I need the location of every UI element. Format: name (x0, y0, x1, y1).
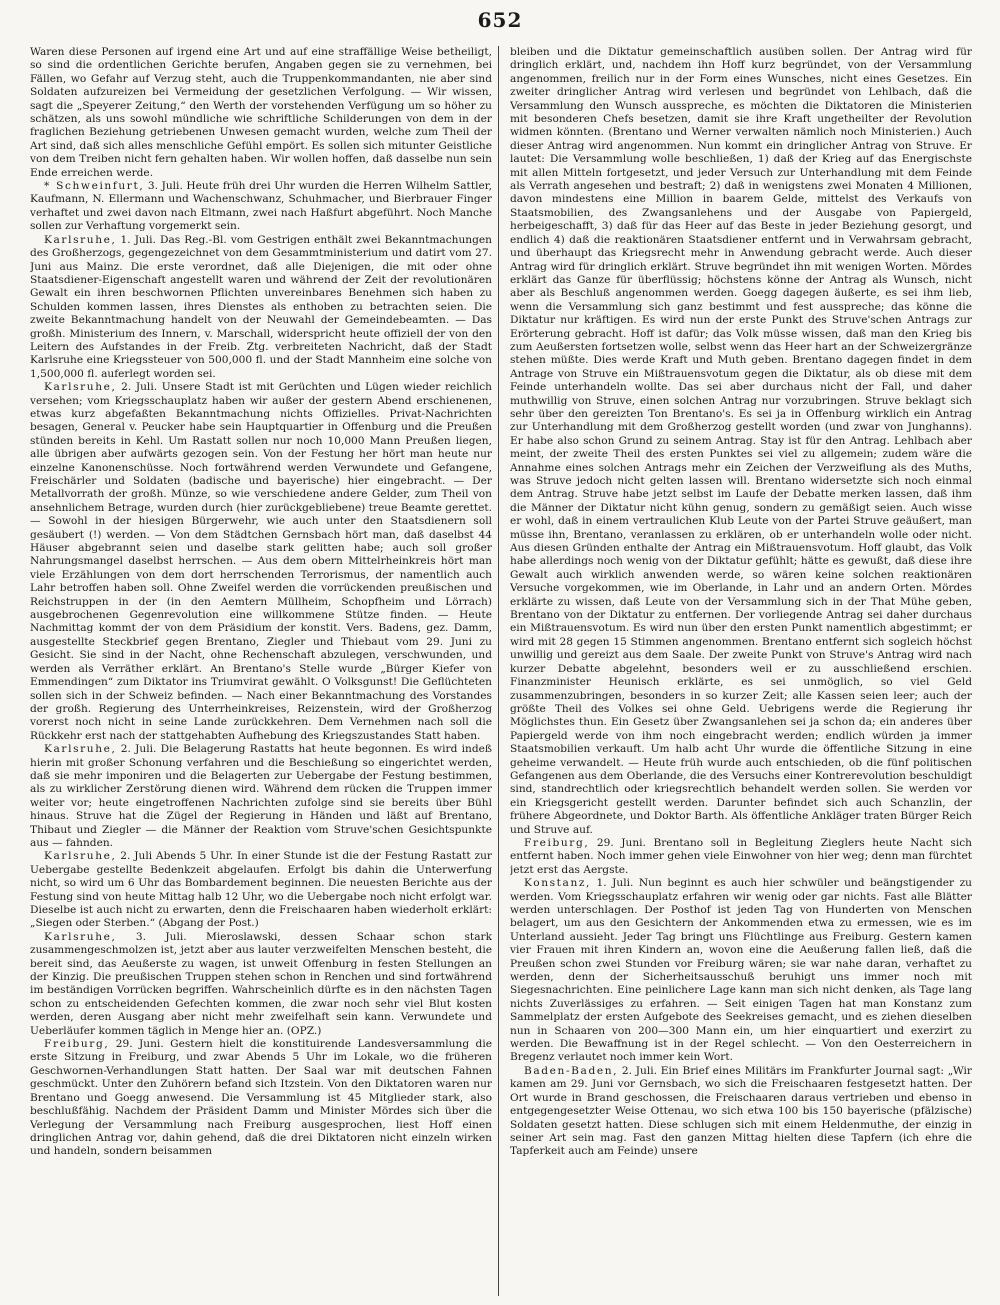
article-paragraph: bleiben und die Diktatur gemeinschaftlich ausüben sollen. Der Antrag wird für dringlich erklärt, und, nachdem ihn Hoff kurz begründet, von der Versammlung angenommen, freilich nur in der Form eines Wunsches, nicht eines Gesetzes. Ein zweiter dringlicher Antrag wird verlesen und begründet von Lehlbach, daß die Versammlung den Wunsch ausspreche, es möchten die Diktatoren die Ministerien mit besonderen Chefs besetzen, damit sie ihre Kraft ungetheilter der Revolution widmen könnten. (Brentano und Werner verwalten nämlich noch Ministerien.) Auch dieser Antrag wird angenommen. Nun kommt ein dringlicher Antrag von Struve. Er lautet: Die Versammlung wolle beschließen, 1) daß der Krieg auf das Energischste mit allen Mitteln fortgesetzt, und jeder Versuch zur Unterhandlung mit dem Feinde als Verrath angesehen und bestraft; 2) daß in wenigstens zwei Monaten 4 Millionen, davon mindestens eine Million in baarem Gelde, mittelst des Verkaufs von Staatsmobilien, des Zwangsanlehens und der Ausgabe von Papiergeld, herbeigeschafft, 3) daß für das Heer auf das Beste in jeder Beziehung gesorgt, und endlich 4) daß die reaktionären Staatsdiener entfernt und in Verwahrsam gebracht, und überhaupt das Kriegsrecht mehr in Anwendung gebracht werde. Auch dieser Antrag wird für dringlich erklärt. Struve begründet ihn mit wenigen Worten. Mördes erklärt das Ganze für überflüssig; höchstens könne der Antrag als Wunsch, nicht aber als Beschluß angenommen werden. Goegg dagegen äußerte, es sei ihm lieb, wenn die Versammlung sich ganz bestimmt und fest ausspreche; das könne die Diktatur nur kräftigen. Es wird nun der erste Punkt des Struve'schen Antrags zur Erörterung gebracht. Hoff ist dafür; das Volk müsse wissen, daß man den Krieg bis zum Aeußersten fortsetzen wolle, selbst wenn das Heer hart an der Schweizergränze stehen müßte. Dies werde Kraft und Muth geben. Brentano dagegen findet in dem Antrage von Struve ein Mißtrauensvotum gegen die Diktatur, als ob diese mit dem Feinde unterhandeln wollte. Das sei aber durchaus nicht der Fall, und daher muthwillig von Struve, einen solchen Antrag nur vorzubringen. Struve beklagt sich sehr über den gereizten Ton Brentano's. Es sei ja in Offenburg wirklich ein Antrag zur Unterhandlung mit dem Großherzog gestellt worden (und zwar von Junghanns). Er habe also schon Grund zu seinem Antrag. Stay ist für den Antrag. Lehlbach aber meint, der zweite Theil des ersten Punktes sei viel zu allgemein; zudem wäre die Annahme eines solchen Antrags mehr ein Zeichen der Verzweiflung als des Muths, was Struve jedoch nicht gelten lassen will. Brentano widersetzte sich noch einmal dem Antrag. Struve habe jetzt selbst im Laufe der Debatte merken lassen, daß ihm die Männer der Diktatur nicht kühn genug, sondern zu gemäßigt seien. Auch wisse er wohl, daß in einem vertraulichen Klub Leute von der Partei Struve geäußert, man müsse ihn, Brentano, veranlassen zu erklären, ob er unterhandeln wolle oder nicht. Aus diesen Gründen enthalte der Antrag ein Mißtrauensvotum. Hoff glaubt, das Volk habe allerdings noch wenig von der Diktatur gefühlt; hätte es gewußt, daß diese ihre Gewalt auch wirklich anwenden werde, so wären keine solchen reaktionären Versuche vorgekommen, wie im Oberlande, in Lahr und an andern Orten. Mördes erklärte zu wissen, daß Leute von der Versammlung sich in der That Mühe geben, Brentano von der Diktatur zu entfernen. Der vorliegende Antrag sei daher durchaus ein Mißtrauensvotum. Es wird nun über den ersten Punkt namentlich abgestimmt; er wird mit 28 gegen 15 Stimmen angenommen. Brentano entfernt sich sogleich höchst unwillig und gereizt aus dem Saale. Der zweite Punkt von Struve's Antrag wird nach kurzer Debatte abgelehnt, besonders weil er zu ausschließend erschien. Finanzminister Heunisch erklärte, es sei unmöglich, so viel Geld zusammenzubringen, besonders in so kurzer Zeit; alle Kassen seien leer; auch der größte Theil des Volkes sei ohne Geld. Uebrigens werde die Regierung ihr Möglichstes thun. Ein Gesetz über Zwangsanlehen sei ja schon da; ein anderes über Papiergeld werde von ihm noch eingebracht werden; endlich würden ja immer Staatsmobilien verkauft. Um halb acht Uhr wurde die öffentliche Sitzung in eine geheime verwandelt. — Heute früh wurde auch entschieden, ob die fünf politischen Gefangenen aus dem Oberlande, die des Versuchs einer Kontrerevolution beschuldigt sind, standrechtlich oder kriegsrechtlich behandelt werden sollen. Sie werden vor ein Kriegsgericht gestellt werden. Darunter befindet sich auch Schanzlin, der frühere Abgeordnete, und Doktor Barth. Als öffentliche Ankläger traten Bürger Reich und Struve auf. (510, 46, 972, 836)
dateline: Karlsruhe, (44, 930, 117, 943)
article-paragraph: Karlsruhe, 2. Juli. Die Belagerung Rastatts hat heute begonnen. Es wird indeß hierin mit großer Schonung verfahren und die Beschießung so eingerichtet werden, daß sie mehr imponiren und die Belagerten zur Uebergabe der Festung bestimmen, als zu wirklicher Zerstörung dienen wird. Während dem rücken die Truppen immer weiter vor; heute eingetroffenen Nachrichten zufolge sind sie bereits über Bühl hinaus. Struve hat die Zügel der Regierung in Händen und läßt auf Brentano, Thibaut und Ziegler — die Männer der Reaktion vom Struve'schen Gesichtspunkte aus — fahnden. (30, 743, 492, 849)
dateline: Karlsruhe, (44, 233, 117, 246)
dateline: Freiburg, (524, 836, 590, 849)
article-paragraph: Konstanz, 1. Juli. Nun beginnt es auch hier schwüler und beängstigender zu werden. Vom Kriegsschauplatz erfahren wir wenig oder gar nichts. Fast alle Blätter werden unterschlagen. Der Posthof ist jeden Tag von Hunderten von Menschen belagert, um aus den Gesichtern der Ankommenden etwa zu ermessen, wie es im Unterland aussieht. Jeder Tag bringt uns Flüchtlinge aus Freiburg. Gestern kamen vier Frauen mit ihren Kindern an, wovon eine die Aeußerung fallen ließ, daß die Preußen schon zwei Stunden vor Freiburg wären; sie war nahe daran, verhaftet zu werden, denn der Sicherheitsausschuß beruhigt uns immer noch mit Siegesnachrichten. Eine peinlichere Lage kann man sich nicht denken, als Tage lang nichts Zuverlässiges zu erfahren. — Seit einigen Tagen hat man Konstanz zum Sammelplatz der ersten Aufgebote des Seekreises gemacht, und es ziehen dieselben nun in Schaaren von 200—300 Mann ein, um hier einquartiert und exerzirt zu werden. Die Bewaffnung ist in der Regel schlecht. — Von den Oesterreichern in Bregenz verlautet noch immer kein Wort. (510, 877, 972, 1064)
article-paragraph: Waren diese Personen auf irgend eine Art und auf eine straffällige Weise betheiligt, so sind die ordentlichen Gerichte berufen, Angaben gegen sie zu vernehmen, bei Fällen, wo Gefahr auf Verzug steht, auch die Truppenkommandanten, nie aber sind Soldaten aufzureizen bei Vermeidung der gesetzlichen Verfolgung. — Wir wissen, sagt die „Speyerer Zeitung,“ den Werth der vorstehenden Verfügung um so höher zu schätzen, als uns sowohl mündliche wie schriftliche Schilderungen von dem in der fraglichen Beziehung getriebenen Unwesen gemacht wurden, welche zum Theil der Art sind, daß sich alles menschliche Gefühl empört. Es sollen sich mitunter Geistliche von dem Treiben nicht fern gehalten haben. Wir wollen hoffen, daß dasselbe nun sein Ende erreichen werde. (30, 46, 492, 179)
right-column (510, 46, 972, 1296)
left-column (30, 46, 492, 1296)
dateline: Baden-Baden, (524, 1064, 619, 1077)
dateline: Karlsruhe, (44, 381, 117, 394)
article-paragraph: Karlsruhe, 3. Juli. Mieroslawski, dessen Schaar schon stark zusammengeschmolzen ist, jetzt aber aus lauter verzweifelten Menschen besteht, die bereit sind, das Aeußerste zu wagen, ist unweit Offenburg in festen Stellungen an der Kinzig. Die preußischen Truppen stehen schon in Renchen und sind fortwährend im beständigen Vorrücken begriffen. Wahrscheinlich dürfte es in den nächsten Tagen schon zu entscheidenden Gefechten kommen, die zwar noch sehr viel Blut kosten werden, deren Ausgang aber nicht mehr zweifelhaft sein kann. Verwundete und Ueberläufer kommen täglich in Menge hier an. (OPZ.) (30, 930, 492, 1037)
page-number: 652 (477, 8, 523, 32)
article-paragraph: Karlsruhe, 2. Juli Abends 5 Uhr. In einer Stunde ist die der Festung Rastatt zur Uebergabe gestellte Bedenkzeit abgelaufen. Erfolgt bis dahin die Unterwerfung nicht, so wird um 6 Uhr das Bombardement beginnen. Die neuesten Berichte aus der Festung sind von heute Mittag halb 12 Uhr, wo die Uebergabe noch nicht erfolgt war. Dieselbe ist auch nicht zu erwarten, denn die Freischaaren haben wiederholt erklärt: „Siegen oder Sterben.“ (Abgang der Post.) (30, 850, 492, 930)
article-paragraph: Baden-Baden, 2. Juli. Ein Brief eines Militärs im Frankfurter Journal sagt: „Wir kamen am 29. Juni vor Gernsbach, wo sich die Freischaaren festgesetzt hatten. Der Ort wurde in Brand geschossen, die Freischaaren daraus vertrieben und ebenso in entgegengesetzter Weise Ottenau, wo sich etwa 100 bis 150 bayerische (pfälzische) Soldaten gesetzt hatten. Diese schlugen sich mit einem Heldenmuthe, der einzig in seiner Art sein mag. Fast den ganzen Mittag hielten diese Tapfern (ich ehre die Tapferkeit auch am Feinde) unsere (510, 1064, 972, 1158)
dateline: * Schweinfurt, (44, 180, 145, 193)
dateline: Karlsruhe, (44, 850, 117, 863)
article-paragraph: Freiburg, 29. Juni. Brentano soll in Begleitung Zieglers heute Nacht sich entfernt haben. Noch immer gehen viele Einwohner von hier weg; denn man fürchtet jetzt erst das Aergste. (510, 836, 972, 876)
article-paragraph: Karlsruhe, 2. Juli. Unsere Stadt ist mit Gerüchten und Lügen wieder reichlich versehen; vom Kriegsschauplatz haben wir außer der gestern Abend erschienenen, etwas kurz abgefaßten Bekanntmachung nichts Offizielles. Privat-Nachrichten besagen, General v. Peucker habe sein Hauptquartier in Offenburg und die Preußen stünden bereits in Kehl. Um Rastatt sollen nur noch 10,000 Mann Preußen liegen, alle übrigen aber aufwärts gezogen sein. Von der Festung her hört man heute nur einzelne Kanonenschüsse. Noch fortwährend werden Verwundete und Gefangene, Freischärler und Soldaten (badische und bayerische) hier eingebracht. — Der Metallvorrath der großh. Münze, so wie verschiedene andere Gelder, zum Theil von ansehnlichem Betrage, wurden durch (hier zurückgebliebene) treue Beamte gerettet. — Sowohl in der hiesigen Bürgerwehr, wie auch unter den Staatsdienern soll gesäubert (!) werden. — Von dem Städtchen Gernsbach hört man, daß daselbst 44 Häuser abgebrannt seien und daselbe stark gelitten habe; auch soll großer Nahrungsmangel daselbst herrschen. — Aus dem obern Mittelrheinkreis hört man viele Erzählungen von dem dort herrschenden Terrorismus, der namentlich auch Lahr betroffen haben soll. Ohne Zweifel werden die vorrückenden preußischen und Reichstruppen in der (in den Aemtern Müllheim, Schopfheim und Lörrach) ausgebrochenen Gegenrevolution eine willkommene Stütze finden. — Heute Nachmittag kommt der von dem Präsidium der konstit. Vers. Badens, gez. Damm, ausgestellte Steckbrief gegen Brentano, Ziegler und Thiebaut vom 29. Juni zu Gesicht. Sie sind in der Nacht, ohne Rechenschaft abzulegen, verschwunden, und werden als Verräther erklärt. An Brentano's Stelle wurde „Bürger Kiefer von Emmendingen“ zum Diktator ins Triumvirat gewählt. O Volksgunst! Die Geflüchteten sollen sich in der Schweiz befinden. — Nach einer Bekanntmachung des Vorstandes der großh. Regierung des Unterrheinkreises, Reizenstein, wird der Großherzog vorerst noch nicht in seine Lande zurückkehren. Dem Vernehmen nach soll die Rückkehr erst nach der stattgehabten Aufhebung des Kriegszustandes Statt haben. (30, 381, 492, 742)
article-paragraph: Freiburg, 29. Juni. Gestern hielt die konstituirende Landesversammlung die erste Sitzung in Freiburg, und zwar Abends 5 Uhr im Lokale, wo die früheren Geschwornen-Verhandlungen Statt hatten. Der Saal war mit deutschen Fahnen geschmückt. Unter den Zuhörern befand sich Itzstein. Von den Diktatoren waren nur Brentano und Goegg anwesend. Die Versammlung ist 45 Mitglieder stark, also beschlußfähig. Nachdem der Präsident Damm und Minister Mördes sich über die Verlegung der Versammlung nach Freiburg ausgesprochen, liest Hoff einen dringlichen Antrag vor, dahin gehend, daß die drei Diktatoren nicht einzeln wirken und handeln, sondern beisammen (30, 1038, 492, 1158)
article-paragraph: * Schweinfurt, 3. Juli. Heute früh drei Uhr wurden die Herren Wilhelm Sattler, Kaufmann, N. Ellermann und Wachenschwanz, Schuhmacher, und Bierbrauer Finger verhaftet und zwei davon nach Eltmann, zwei nach Haßfurt abgeführt. Noch Manche sollen zur Verhaftung vorgemerkt sein. (30, 180, 492, 233)
column-divider (498, 46, 499, 1296)
dateline: Freiburg, (44, 1038, 110, 1051)
dateline: Karlsruhe, (44, 743, 117, 756)
dateline: Konstanz, (524, 877, 592, 890)
article-paragraph: Karlsruhe, 1. Juli. Das Reg.-Bl. vom Gestrigen enthält zwei Bekanntmachungen des Großherzogs, gegengezeichnet von dem Gesammtministerium und datirt vom 27. Juni aus Mainz. Die erste verordnet, daß alle Diejenigen, die mit oder ohne Staatsdiener-Eigenschaft angestellt waren und während der Zeit der revolutionären Gewalt ein ihren beschwornen Pflichten unvereinbares Benehmen sich haben zu Schulden kommen lassen, ihres Dienstes als enthoben zu betrachten seien. Die zweite Bekanntmachung handelt von der Neuwahl der Gemeindebeamten. — Das großh. Ministerium des Innern, v. Marschall, widerspricht heute offiziell der von den Leitern des Aufstandes in der Freib. Ztg. verbreiteten Nachricht, daß der Stadt Karlsruhe eine Kriegssteuer von 500,000 fl. und der Stadt Mannheim eine solche von 1,500,000 fl. auferlegt worden sei. (30, 233, 492, 380)
